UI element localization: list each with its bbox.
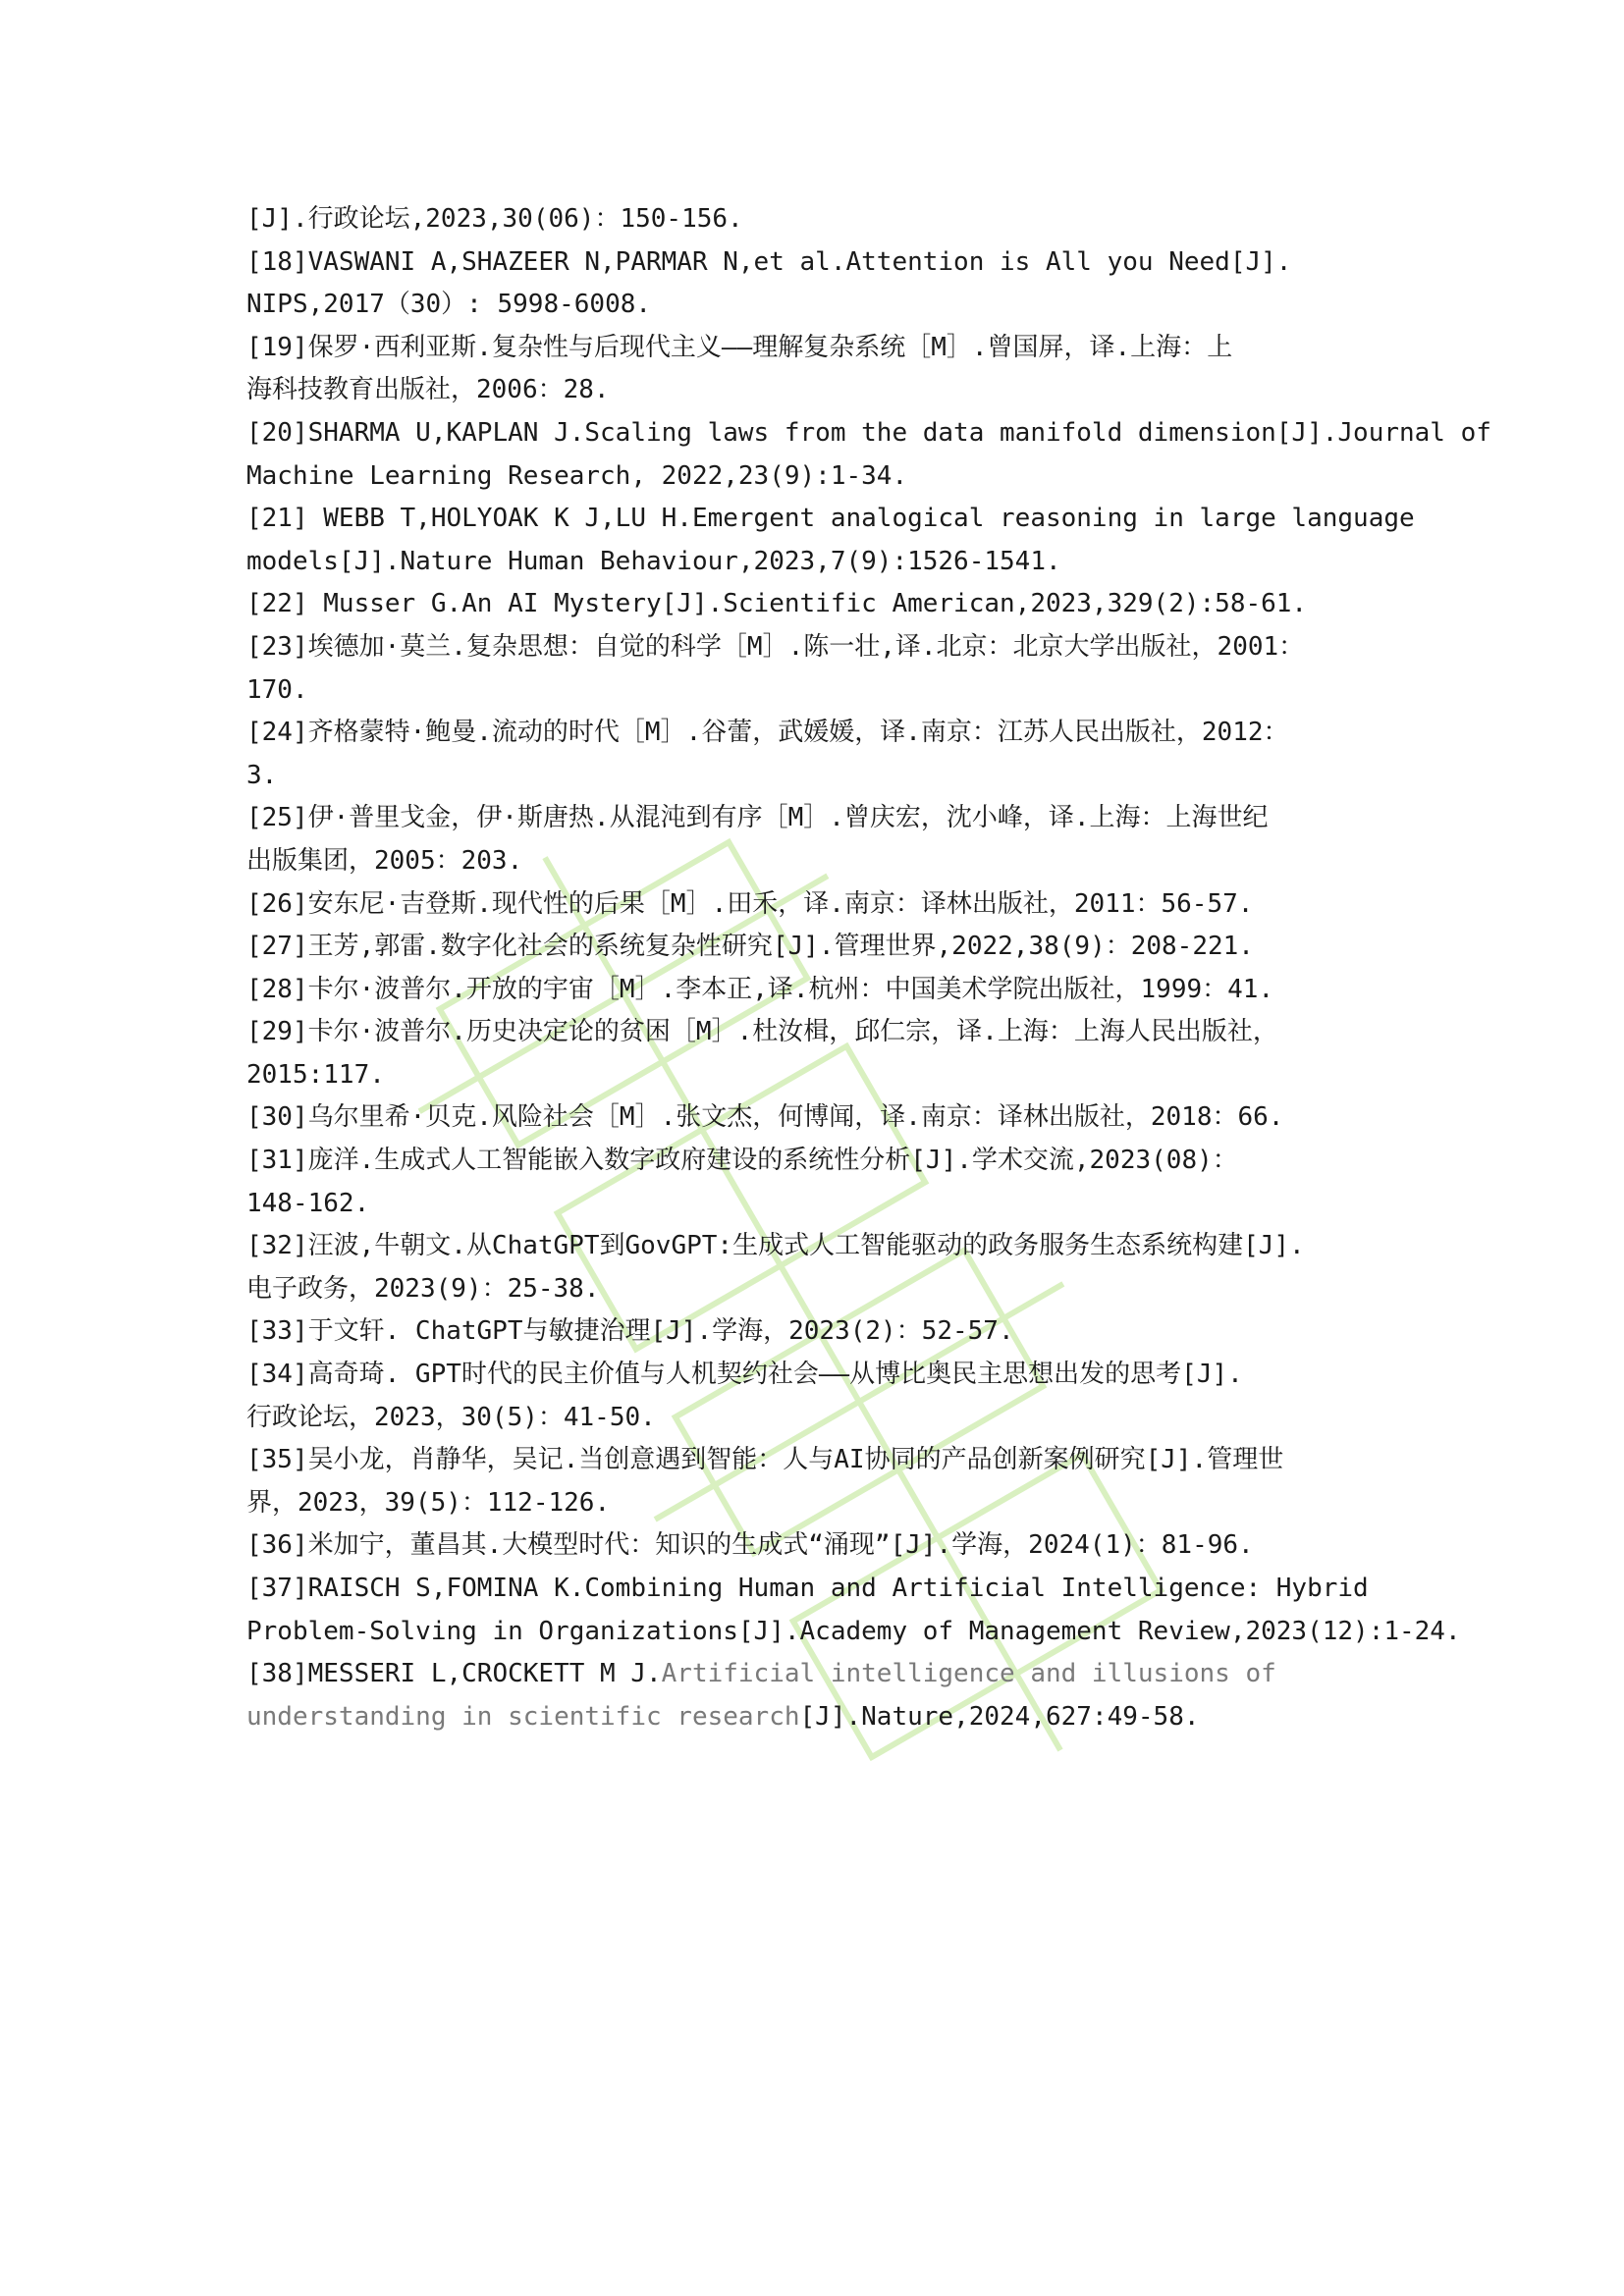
reference-entry: [21] WEBB T,HOLYOAK K J,LU H.Emergent analogical reasoning in large language: [246, 504, 1415, 534]
reference-entry: [35]吴小龙，肖静华，吴记.当创意遇到智能：人与AI协同的产品创新案例研究[J].管理世: [246, 1445, 1284, 1475]
reference-entry-continuation: Machine Learning Research, 2022,23(9):1-34.: [246, 460, 908, 491]
reference-entry: [33]于文轩. ChatGPT与敏捷治理[J].学海，2023(2)：52-57.: [246, 1316, 1014, 1347]
reference-authors: [38]MESSERI L,CROCKETT M J.: [246, 1659, 662, 1689]
reference-entry: [30]乌尔里希·贝克.风险社会［M］.张文杰，何博闻，译.南京：译林出版社，2018：66.: [246, 1102, 1284, 1133]
reference-entry-continuation: 界，2023，39(5)：112-126.: [246, 1487, 611, 1518]
reference-entry: [32]汪波,牛朝文.从ChatGPT到GovGPT:生成式人工智能驱动的政务服务生态系统构建[J].: [246, 1231, 1305, 1261]
reference-entry-continuation: [246, 1696, 1385, 1739]
reference-entry-continuation: models[J].Nature Human Behaviour,2023,7(9):1526-1541.: [246, 546, 1061, 576]
reference-entry-continuation: 170.: [246, 674, 308, 705]
reference-entry-continuation: 出版集团，2005：203.: [246, 845, 523, 876]
reference-entry-continuation: Problem-Solving in Organizations[J].Academy of Management Review,2023(12):1-24.: [246, 1616, 1461, 1646]
reference-entry: [24]齐格蒙特·鲍曼.流动的时代［M］.谷蕾，武媛媛，译.南京：江苏人民出版社，2012：: [246, 718, 1289, 748]
reference-entry: [25]伊·普里戈金，伊·斯唐热.从混沌到有序［M］.曾庆宏，沈小峰，译.上海：上海世纪: [246, 803, 1269, 833]
reference-entry: [27]王芳,郭雷.数字化社会的系统复杂性研究[J].管理世界,2022,38(9)：208-221.: [246, 932, 1254, 962]
reference-entry: [28]卡尔·波普尔.开放的宇宙［M］.李本正,译.杭州：中国美术学院出版社，1999：41.: [246, 974, 1274, 1004]
reference-source: [J].Nature,2024,627:49-58.: [799, 1701, 1200, 1732]
reference-title: understanding in scientific research: [246, 1701, 800, 1732]
reference-entry: [18]VASWANI A,SHAZEER N,PARMAR N,et al.Attention is All you Need[J].: [246, 246, 1292, 277]
reference-entry: [29]卡尔·波普尔.历史决定论的贫困［M］.杜汝楫，邱仁宗，译.上海：上海人民出版社，: [246, 1017, 1278, 1047]
reference-entry-continuation: 行政论坛，2023，30(5)：41-50.: [246, 1402, 656, 1432]
reference-entry-continuation: NIPS,2017（30）: 5998-6008.: [246, 290, 652, 320]
reference-entry: [26]安东尼·吉登斯.现代性的后果［M］.田禾，译.南京：译林出版社，2011：56-57.: [246, 888, 1254, 919]
reference-list: [246, 198, 1491, 1738]
reference-entry: [36]米加宁，董昌其.大模型时代：知识的生成式“涌现”[J].学海，2024(1)：81-96.: [246, 1530, 1254, 1561]
reference-entry: [31]庞洋.生成式人工智能嵌入数字政府建设的系统性分析[J].学术交流,2023(08)：: [246, 1146, 1238, 1176]
reference-entry-continuation: 3.: [246, 760, 278, 790]
reference-entry: [20]SHARMA U,KAPLAN J.Scaling laws from the data manifold dimension[J].Journal of: [246, 417, 1491, 448]
reference-title: Artificial intelligence and illusions of: [661, 1659, 1276, 1689]
reference-entry-continuation: 电子政务，2023(9)：25-38.: [246, 1273, 600, 1304]
reference-entry: [34]高奇琦. GPT时代的民主价值与人机契约社会——从博比奥民主思想出发的思考[J].: [246, 1360, 1243, 1390]
reference-entry: [37]RAISCH S,FOMINA K.Combining Human and Artificial Intelligence: Hybrid: [246, 1574, 1369, 1603]
reference-entry-continuation: 海科技教育出版社，2006：28.: [246, 375, 610, 405]
reference-entry-continuation: 2015:117.: [246, 1059, 385, 1090]
reference-entry: [22] Musser G.An AI Mystery[J].Scientific American,2023,329(2):58-61.: [246, 589, 1308, 619]
reference-entry: [23]埃德加·莫兰.复杂思想：自觉的科学［M］.陈一壮,译.北京：北京大学出版社，2001：: [246, 631, 1305, 662]
reference-entry: [J].行政论坛,2023,30(06)：150-156.: [246, 204, 743, 234]
reference-entry: [246, 1653, 1385, 1696]
reference-entry-continuation: 148-162.: [246, 1188, 370, 1218]
reference-entry: [19]保罗·西利亚斯.复杂性与后现代主义——理解复杂系统［M］.曾国屏，译.上海：上: [246, 332, 1233, 362]
